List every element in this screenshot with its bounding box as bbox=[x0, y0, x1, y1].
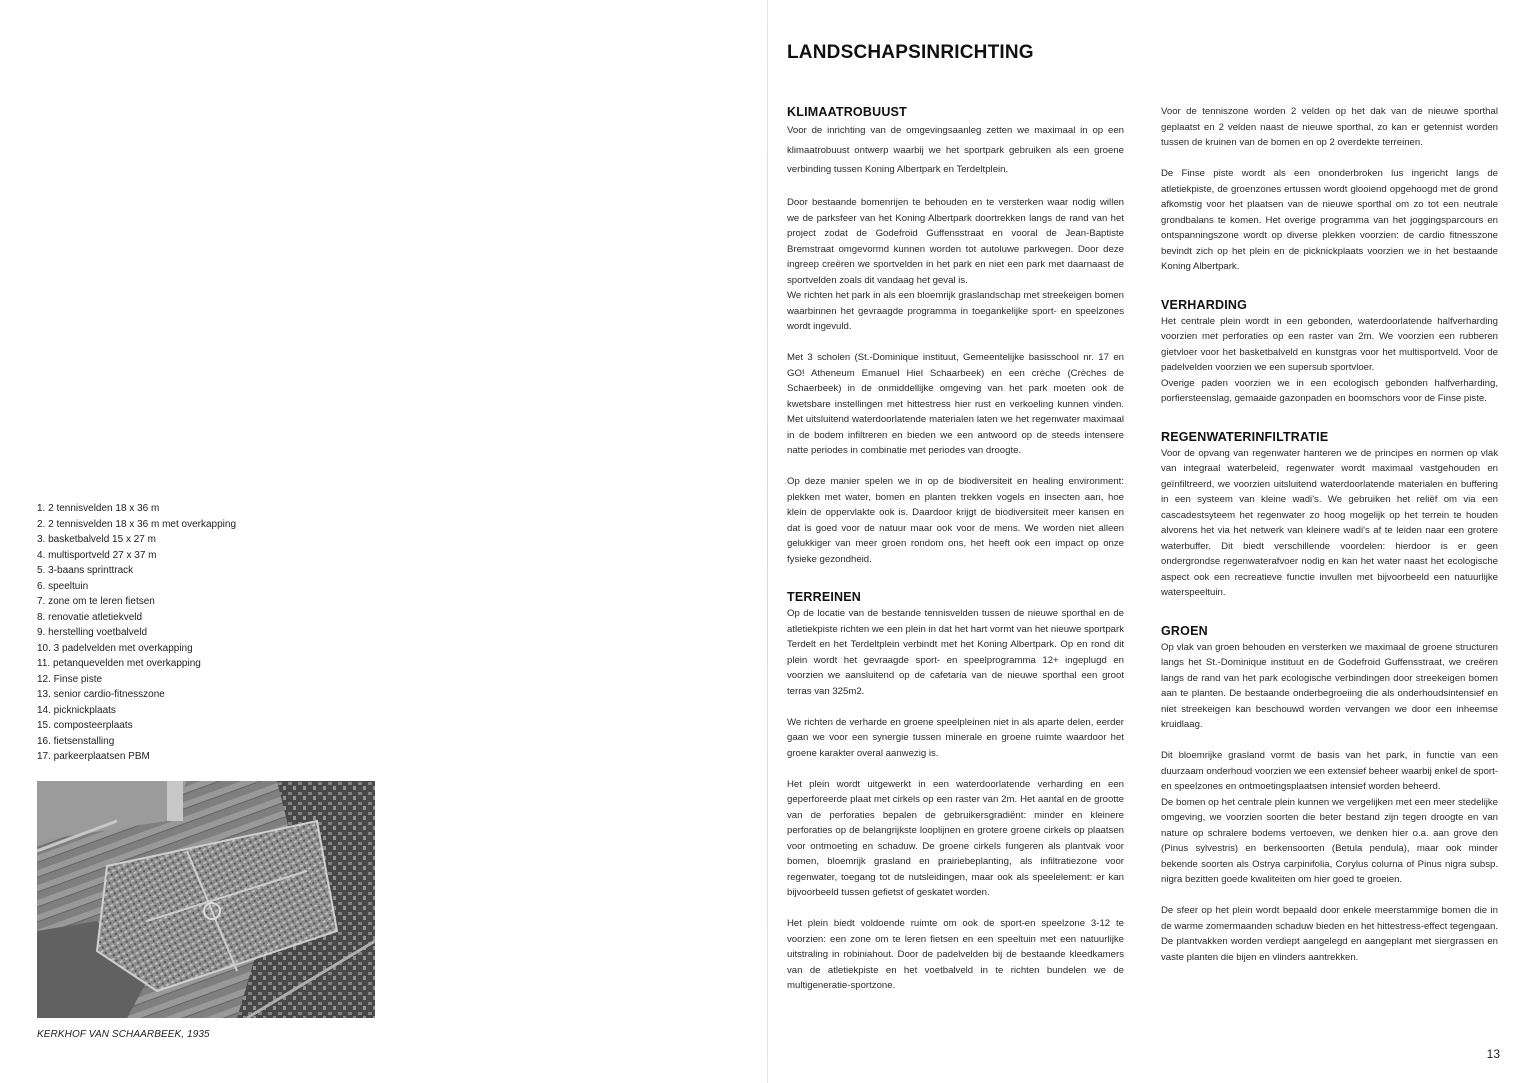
legend-item: 3. basketbalveld 15 x 27 m bbox=[37, 534, 156, 545]
text-column-right bbox=[1161, 104, 1498, 965]
program-legend bbox=[37, 501, 337, 765]
legend-item: 10. 3 padelvelden met overkapping bbox=[37, 642, 193, 654]
paragraph: Door bestaande bomenrijen te behouden en te versterken waar nodig willen we de parksfeer van het Koning Albertpark doortrekken langs de rand van het project zodat de Godefroid Guffensstraat en vooral de Jean-Baptiste Bremstraat omgevormd kunnen worden tot autoluwe parkwegen. Door deze ingreep creëren we sportvelden in het park en niet een park met daarnaast de sportvelden zoals dit vandaag het geval is. bbox=[787, 197, 1124, 286]
paragraph: Voor de inrichting van de omgevingsaanleg zetten we maximaal in op een klimaatrobuust ontwerp waarbij we het sportpark gebruiken als een groene verbinding tussen Koning Albertpark en Terdeltplein. bbox=[787, 125, 1124, 175]
photo-caption: KERKHOF VAN SCHAARBEEK, 1935 bbox=[37, 1029, 210, 1040]
paragraph: Voor de tenniszone worden 2 velden op het dak van de nieuwe sporthal geplaatst en 2 velden naast de nieuwe sporthal, zo kan er getennist worden tussen de kruinen van de bomen en op 2 overdekte terreinen. bbox=[1161, 106, 1498, 148]
paragraph: Met 3 scholen (St.-Dominique instituut, Gemeentelijke basisschool nr. 17 en GO! Atheneum Emanuel Hiel Schaarbeek) en een crèche (Crèches de Schaerbeek) in de onmiddellijke omgeving van het park moeten ook de kwetsbare instellingen met hittestress hier rust en verkoeling kunnen vinden. Met uitsluitend waterdoorlatende materialen laten we het regenwater maximaal in de bodem infiltreren en bieden we een antwoord op de steeds intensere natte periodes in combinatie met periodes van droogte. bbox=[787, 352, 1124, 456]
legend-item: 2. 2 tennisvelden 18 x 36 m met overkapping bbox=[37, 518, 237, 530]
aerial-photo bbox=[37, 781, 375, 1018]
legend-item: 12. Finse piste bbox=[37, 673, 103, 685]
right-page bbox=[768, 0, 1536, 1083]
legend-item: 9. herstelling voetbalveld bbox=[37, 627, 148, 638]
legend-item: 6. speeltuin bbox=[37, 580, 89, 592]
page-title: LANDSCHAPSINRICHTING bbox=[787, 42, 1034, 63]
paragraph: Op de locatie van de bestande tennisvelden tussen de nieuwe sporthal en de atletiekpiste richten we een plein in dat het hart vormt van het nieuwe sportpark Terdelt en het Terdeltplein verbindt met het Koning Albertpark. Op en rond dit plein wordt het gevraagde sport- en speelprogramma 12+ ingeplugd en voorzien we aansluitend op de cafetaria van de nieuwe sporthal een groot terras van 325m2. bbox=[787, 608, 1124, 697]
legend-item: 7. zone om te leren fietsen bbox=[37, 596, 155, 607]
legend-item: 11. petanquevelden met overkapping bbox=[37, 658, 201, 669]
left-page bbox=[0, 0, 767, 1083]
legend-item: 5. 3-baans sprinttrack bbox=[37, 565, 134, 576]
paragraph: De Finse piste wordt als een ononderbroken lus ingericht langs de atletiekpiste, de groenzones ertussen wordt glooiend opgehoogd met de grond afkomstig voor het plaatsen van de nieuwe sporthal om zo tot een neutrale grondbalans te komen. Het overige programma van het joggingsparcours en ontspanningszone wordt op diverse plekken voorzien: de cardio fitnesszone bevindt zich op het plein en de picknickplaats voorzien we in het bestaande Koning Albertpark. bbox=[1161, 168, 1498, 272]
paragraph: Het plein wordt uitgewerkt in een waterdoorlatende verharding en een geperforeerde plaat met cirkels op een raster van 2m. Het aantal en de grootte van de perforaties bepalen de gebruikersgradiënt: minder en kleinere perforaties op de belangrijkste looplijnen en grotere groene cirkels op plaatsen voor ontmoeting en schaduw. De groene cirkels fungeren als plantvak voor bomen, bloemrijk grasland en prairiebeplanting, als infiltratiezone voor regenwater, toegang tot de nutsleidingen, maar ook als speelelement: er kan bijvoorbeeld tussen gefietst of geskatet worden. bbox=[787, 778, 1124, 898]
paragraph: Voor de opvang van regenwater hanteren we de principes en normen op vlak van integraal waterbeleid, regenwater wordt maximaal vastgehouden en geïnfiltreerd, we voorzien uitsluitend waterdoorlatende materialen en buffering in een systeem van kleine wadi's. We gebruiken het reliëf om via een cascadestsyteem het regenwater zo hoog mogelijk op het terrein te houden alvorens het via het netwerk van kleinere wadi's af te leiden naar een grotere waterbuffer. Dit biedt verschillende voordelen: hierdoor is er geen ondergrondse regenwaterafvoer nodig en kan het water naast het ecologische aspect ook een recreatieve functie invullen met bijvoorbeeld een natuurlijke waterspeeltuin. bbox=[1161, 447, 1498, 598]
paragraph: Het plein biedt voldoende ruimte om ook de sport-en speelzone 3-12 te voorzien: een zone om te leren fietsen en een speeltuin met een natuurlijke uitstraling in robiniahout. Door de padelvelden bij de bestaande kleedkamers van de atletiekpiste en het voetbalveld in te richten bundelen we de multigeneratie-sportzone. bbox=[787, 918, 1124, 991]
paragraph: Dit bloemrijke grasland vormt de basis van het park, in functie van een duurzaam onderhoud voorzien we een extensief beheer waarbij enkel de sport- en speelzones en ontmoetingsplaatsen intensief worden beheerd. bbox=[1161, 750, 1498, 792]
section-heading-terreinen: TERREINEN bbox=[787, 590, 862, 604]
legend-item: 13. senior cardio-fitnesszone bbox=[37, 689, 165, 700]
legend-item: 16. fietsenstalling bbox=[37, 735, 115, 747]
legend-item: 17. parkeerplaatsen PBM bbox=[37, 751, 150, 762]
paragraph: We richten het park in als een bloemrijk graslandschap met streekeigen bomen waarbinnen het gevraagde programma in toegankelijke sport- en speelzones wordt ingevuld. bbox=[787, 290, 1124, 332]
paragraph: Op vlak van groen behouden en versterken we maximaal de groene structuren langs het St.-Dominique instituut en de Godefroid Guffensstraat, we creëren langs de rand van het park ecologische verbindingen door streekeigen bomen aan te planten. De bestaande onderbegroeiing die als onderhoudsintensief en niet streekeigen kan beschouwd worden vervangen we door een inheemse kruidlaag. bbox=[1161, 641, 1498, 730]
legend-item: 8. renovatie atletiekveld bbox=[37, 611, 143, 623]
text-column-left bbox=[787, 104, 1124, 994]
legend-item: 14. picknickplaats bbox=[37, 704, 116, 716]
page-number: 13 bbox=[1486, 1047, 1500, 1061]
paragraph: De bomen op het centrale plein kunnen we vergelijken met een meer stedelijke omgeving, we voorzien soorten die beter bestand zijn tegen droogte en van nature op schralere bodems vertoeven, we denken hier o.a. aan grove den (Pinus sylvestris) en berkensoorten (Betula pendula), maar ook minder bekende soorten als Ostrya carpinifolia, Corylus colurna of Pinus nigra subsp. nigra bezitten goede kwaliteiten om hier goed te groeien. bbox=[1161, 796, 1498, 885]
section-heading-groen: GROEN bbox=[1161, 623, 1208, 638]
paragraph: Overige paden voorzien we in een ecologisch gebonden halfverharding, porfiersteenslag, gemaaide gazonpaden en boomschors voor de Finse piste. bbox=[1161, 377, 1498, 404]
section-heading-klimaatrobuust: KLIMAATROBUUST bbox=[787, 105, 907, 119]
legend-item: 4. multisportveld 27 x 37 m bbox=[37, 549, 157, 561]
section-heading-regenwaterinfiltratie: REGENWATERINFILTRATIE bbox=[1161, 429, 1329, 444]
legend-item: 1. 2 tennisvelden 18 x 36 m bbox=[37, 503, 160, 514]
paragraph: Het centrale plein wordt in een gebonden, waterdoorlatende halfverharding voorzien met perforaties op een raster van 2m. We voorzien een rubberen gietvloer voor het basketbalveld en kunstgras voor het multisportveld. Voor de padelvelden voorzien we een supersub sportvloer. bbox=[1161, 315, 1498, 373]
paragraph: We richten de verharde en groene speelpleinen niet in als aparte delen, eerder gaan we voor een synergie tussen minerale en groene ruimte waardoor het groene karakter overal aanwezig is. bbox=[787, 716, 1124, 759]
legend-item: 15. composteerplaats bbox=[37, 720, 133, 731]
paragraph: De sfeer op het plein wordt bepaald door enkele meerstammige bomen die in de warme zomermaanden schaduw bieden en het hittestress-effect tegengaan. De plantvakken worden verdiept aangelegd en aangeplant met siergrassen en vaste planten die bijen en vlinders aantrekken. bbox=[1161, 905, 1498, 963]
section-heading-verharding: VERHARDING bbox=[1161, 297, 1248, 312]
paragraph: Op deze manier spelen we in op de biodiversiteit en healing environment: plekken met water, bomen en planten trekken vogels en insecten aan, hoe klein de oppervlakte ook is. Daardoor krijgt de biodiversiteit meer kansen en dat is goed voor de natuur maar ook voor de mens. We worden niet alleen gelukkiger van meer groen rondom ons, het heeft ook een impact op onze fysieke gezondheid. bbox=[787, 476, 1124, 565]
